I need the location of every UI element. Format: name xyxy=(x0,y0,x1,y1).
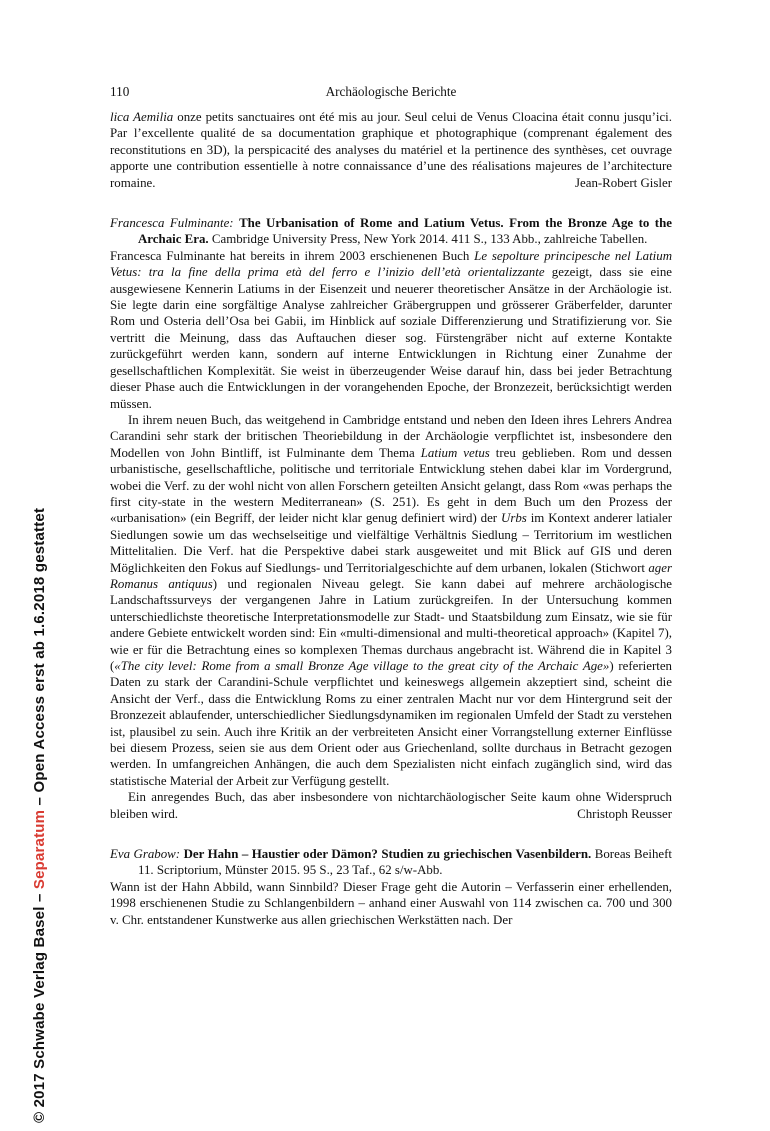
paragraph-fulminante-2 xyxy=(110,412,672,789)
copyright-text-suffix: – Open Access erst ab 1.6.2018 gestattet xyxy=(31,507,48,810)
text-run: «The city level: Rome from a small Bronze Age village to the great city of the Archaic Age» xyxy=(114,659,610,673)
text-run: Urbs xyxy=(501,511,527,526)
page-header xyxy=(110,84,672,100)
separatum-label: Separatum xyxy=(31,809,48,890)
text-run: Cambridge University Press, New York 2014. 411 S., 133 Abb., zahlreiche Tabellen. xyxy=(208,232,648,247)
text-run: Boreas Beiheft 11. Scriptorium, Münster 2015. 95 S., 23 Taf., 62 s/w-Abb. xyxy=(138,847,672,878)
text-run: treu geblieben. Rom und dessen urbanistische, gesellschaftliche, politische und territoriale Entwicklung stehen dabei klar im Vordergrund, wobei die Verf. zu der wohl nicht von allen Forschern geteilten Ansicht gelangt, dass Rom «was perhaps the first city-state in the western Mediterranean» (S. 251). Es geht in dem Buch um den Prozess der «urbanisation» (ein Begriff, der leider nicht klar genug definiert wird) der xyxy=(110,445,672,526)
paragraph-fulminante-closing xyxy=(110,789,672,822)
copyright-sidebar xyxy=(31,508,48,1123)
review-citation-fulminante xyxy=(110,215,672,248)
text-run: Latium vetus xyxy=(420,445,490,460)
text-run: Le sepolture principesche nel Latium Vetus: tra la fine della prima età del ferro e l’inizio dell’età orientalizzante xyxy=(110,248,673,280)
text-run: In ihrem neuen Buch, das weitgehend in Cambridge entstand und neben den Ideen ihres Lehrers Andrea Carandini sehr stark der britischen Theoriebildung in der Archäologie verpflichtet ist, insbesondere den Modellen von John Bintliff, ist Fulminante dem Thema xyxy=(110,412,672,460)
text-run: ) und regionalen Niveau gelegt. Sie kann dabei auf mehrere archäologische Landschaftssurveys der vergangenen Jahre in Latium zurückgreifen. In der Untersuchung kommen unterschiedlichste theoretische Interpretationsmodelle zur Stadt- und Staatsbildung zum Einsatz, wie sie für andere Gebiete entwickelt worden sind: Ein «multi-dimensional and multi-theoretical approach» (Kapitel 7), wie er für die Betrachtung eines so komplexen Themas durchaus angebracht ist. Während die in Kapitel 3 ( xyxy=(110,576,672,673)
text-run: im Kontext anderer latialer Siedlungen sowie um das wechselseitige und vielfältige Verhältnis Siedlung – Territorium im westlichen Mittelitalien. Die Verf. hat die Perspektive dabei stark ausgeweitet und mit Blick auf GIS und deren Möglichkeiten den Fokus auf Siedlungs- und Territorialgeschichte auf dem urbanen, lokalen (Stichwort xyxy=(110,511,673,575)
paragraph-french-review-continuation xyxy=(110,109,672,191)
paragraph-grabow-1 xyxy=(110,879,672,928)
text-run: gezeigt, dass sie eine ausgewiesene Kennerin Latiums in der Eisenzeit und neuerer theoretischer Ansätze in der Archäologie ist. Sie legte darin eine sorgfältige Analyse zahlreicher Gräbergruppen und grösserer Gräberfelder, darunter Rom und Osteria dell’Osa bei Gabii, im Hinblick auf soziale Differenzierung und Stratifizierung vor. Sie vertritt die Meinung, dass das Auftauchen dieser sog. Fürstengräber nicht auf externe Kontakte zurückgeführt werden kann, sondern auf interne Entwicklungen in Richtung einer Zunahme der gesellschaftlichen Komplexität. Sie weist in überzeugender Weise darauf hin, dass bei jeder Betrachtung dieser Phase auch die Entwicklungen in der vorangehenden Epoche, der Bronzezeit, berücksichtigt werden müssen. xyxy=(110,265,672,411)
page-number: 110 xyxy=(110,84,130,99)
text-run: Francesca Fulminante hat bereits in ihrem 2003 erschienenen Buch xyxy=(110,248,475,263)
journal-title: Archäologische Berichte xyxy=(325,84,457,99)
text-run: The Urbanisation of Rome and Latium Vetus. From the Bronze Age to the Archaic Era. xyxy=(138,216,672,247)
copyright-text-prefix: © 2017 Schwabe Verlag Basel – xyxy=(31,889,48,1123)
reviewer-signature: Jean-Robert Gisler xyxy=(574,175,672,190)
reviewer-signature: Christoph Reusser xyxy=(577,806,672,821)
text-run: Der Hahn – Haustier oder Dämon? Studien zu griechischen Vasenbildern. xyxy=(183,847,592,862)
text-run: Francesca Fulminante: xyxy=(110,216,240,231)
text-run: ager Romanus antiquus xyxy=(110,560,672,591)
review-citation-grabow xyxy=(110,846,672,879)
text-run: lica Aemilia xyxy=(110,110,174,124)
content xyxy=(110,109,672,928)
text-run: Wann ist der Hahn Abbild, wann Sinnbild? Dieser Frage geht die Autorin – Verfasserin einer erhellenden, 1998 erschienenen Studie zu Schlangenbildern – anhand einer Auswahl von 114 zwischen ca. 700 und 300 v. Chr. entstandener Kunstwerke aus allen griechischen Werkstätten nach. Der xyxy=(110,879,672,927)
text-run: onze petits sanctuaires ont été mis au jour. Seul celui de Venus Cloacina était connu jusqu’ici. Par l’excellente qualité de sa documentation graphique et photographique (comprenant également des reconstitutions en 3D), la perspicacité des analyses du matériel et la pertinence des synthèses, cet ouvrage apporte une contribution essentielle à notre connaissance d’une des réalisations majeures de l’architecture romaine. xyxy=(110,110,672,190)
text-run: ) referierten Daten zu stark der Carandini-Schule verpflichtet und keineswegs allgemein akzeptiert sind, scheint die Ansicht der Verf., dass die Entwicklung Roms zu einer zentralen Macht nur vor dem Hintergrund seit der Bronzezeit ablaufender, unterschiedlicher Siedlungsdynamiken im regionalen Umfeld der Stadt zu verstehen ist, plausibel zu sein. Auch ihre Kritik an der verbreiteten Ansicht einer Vorrangstellung externer Einflüsse bei diesem Prozess, seien sie aus dem Orient oder aus Griechenland, sollte durchaus in Betracht gezogen werden. In umfangreichen Anhängen, die auch dem Spezialisten nicht einfach zugänglich sind, wird das statistische Material der Arbeit zur Verfügung gestellt. xyxy=(110,659,672,788)
paragraph-fulminante-1 xyxy=(110,248,672,412)
text-run: Ein anregendes Buch, das aber insbesondere von nichtarchäologischer Seite kaum ohne Widerspruch bleiben wird. xyxy=(110,790,672,821)
text-run: Eva Grabow: xyxy=(110,847,184,862)
